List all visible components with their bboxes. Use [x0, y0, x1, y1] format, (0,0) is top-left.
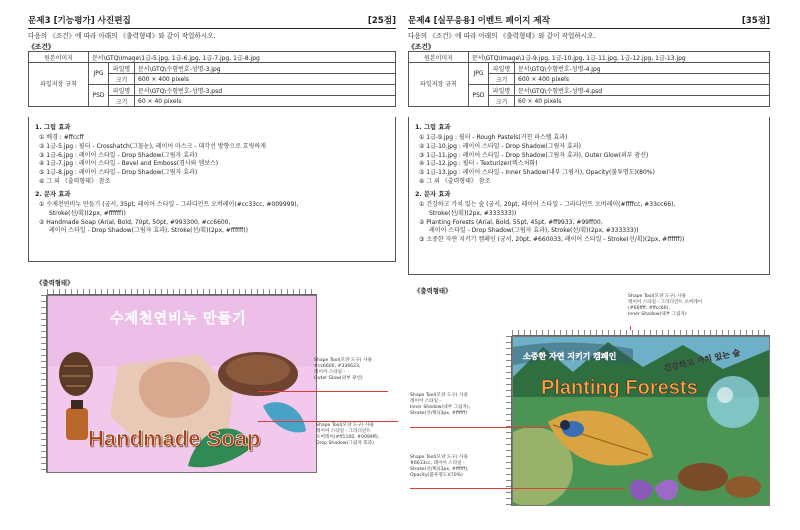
left-header: [28, 14, 396, 28]
right-source-key: 원본이미지: [409, 52, 469, 63]
right-effect-item: ② 1급-10.jpg : 레이어 스타일 - Drop Shadow(그림자 효과): [419, 142, 581, 150]
left-text-item-cont: Stroke(선/획)(2px, #ffffff)): [49, 210, 126, 218]
right-intro: 다음의 《조건》에 따라 아래의 《출력형태》와 같이 작업하시오.: [408, 32, 596, 40]
left-annotation-1-line: [258, 391, 388, 392]
right-annotation-1: Shape Tool(모양 도구) 사용 레이어 스타일 - Inner Shadow(내부 그림자), Stroke(선/획)(3px, #ffffff): [410, 393, 471, 416]
left-psd-size-key: 크기: [109, 96, 135, 107]
right-annotation-2-line: [410, 488, 625, 489]
left-text-item: ② Handmade Soap (Arial, Bold, 70pt, 50pt, #993300, #cc6600,: [39, 218, 231, 226]
left-annotation-2-line: [258, 421, 398, 422]
left-text-item: ① 수제천연비누 만들기 (궁서, 35pt, 레이어 스타일 - 그라디언트 오버레이(#cc33cc, #009999),: [39, 201, 299, 209]
left-psd-size: 60 × 40 pixels: [135, 96, 396, 107]
right-annotation-1-line: [410, 427, 550, 428]
left-points: [25점]: [367, 16, 396, 26]
right-condition-label: 《조건》: [408, 43, 435, 51]
left-psd-key: PSD: [89, 85, 109, 107]
right-section-image-effects: 1. 그림 효과: [415, 124, 451, 131]
right-psd-filename-key: 파일명: [489, 85, 515, 96]
right-psd-size: 60 × 40 pixels: [515, 96, 770, 107]
right-jpg-size-key: 크기: [489, 74, 515, 85]
left-annotation-1: Shape Tool(모양 도구) 사용 #cc6600, #336633, 레이어 스타일 - Outer Glow(외부 광선): [314, 358, 372, 381]
left-spec-table: [28, 51, 396, 107]
right-source-val: 문서\GTQ\Image\1급-9.jpg, 1급-10.jpg, 1급-11.jpg, 1급-12.jpg, 1급-13.jpg: [469, 52, 770, 63]
left-source-key: 원본이미지: [29, 52, 89, 63]
right-conditions-box: [408, 117, 770, 275]
left-jpg-size: 600 × 400 pixels: [135, 74, 396, 85]
left-effect-item: ⑥ 그 외 《출력형태》 참조: [39, 177, 111, 185]
left-jpg-filename-key: 파일명: [109, 63, 135, 74]
soap-canvas-brand: Handmade Soap: [88, 426, 261, 451]
soap-canvas: [47, 295, 317, 473]
left-psd-filename: 문서\GTQ\수험번호-성명-3.psd: [135, 85, 396, 96]
right-effect-item: ③ 1급-11.jpg : 레이어 스타일 - Drop Shadow(그림자 효과), Outer Glow(외부 광선): [419, 151, 649, 159]
left-output-label: 《출력형태》: [36, 279, 74, 287]
right-save-key: 파일저장 규칙: [409, 63, 469, 107]
right-jpg-filename-key: 파일명: [489, 63, 515, 74]
left-jpg-key: JPG: [89, 63, 109, 85]
left-jpg-filename: 문서\GTQ\수험번호-성명-3.jpg: [135, 63, 396, 74]
right-text-item: ② Planting Forests (Arial, Bold, 55pt, 45pt, #ff9933, #99ff00,: [419, 218, 603, 226]
right-effect-item: ⑤ 1급-13.jpg : 레이어 스타일 - Inner Shadow(내부 그림자), Opacity(불투명도)(80%): [419, 168, 655, 176]
right-text-item-cont: Stroke(선/획)(2px, #333333)): [429, 210, 517, 218]
soap-canvas-title: 수제천연비누 만들기: [110, 311, 247, 327]
right-problem-panel: [408, 0, 770, 530]
right-psd-filename: 문서\GTQ\수험번호-성명-4.psd: [515, 85, 770, 96]
left-effect-item: ③ 1급-6.jpg : 레이어 스타일 - Drop Shadow(그림자 효과): [39, 151, 198, 159]
right-annotation-2: Shape Tool(모양 도구) 사용 #6633cc, 레이어 스타일 - Stroke(선/획)(3px, #ffffff), Opacity(불투명도)(70%): [410, 455, 469, 478]
right-header: [408, 14, 770, 28]
right-text-item: ① 건강하고 가치 있는 숲 (궁서, 20pt, 레이어 스타일 - 그라디언트 오버레이(#ffffcc, #33cc66),: [419, 201, 676, 209]
right-psd-key: PSD: [469, 85, 489, 107]
left-annotation-2: Shape Tool(모양 도구) 사용 레이어 스타일 - 그라디언트 오버레이(#ff1100, #0099ff), Drop Shadow(그림자 효과): [316, 423, 380, 446]
left-effect-item: ④ 1급-7.jpg : 레이어 스타일 - Bevel and Emboss(경사와 엠보스): [39, 160, 219, 168]
left-problem-panel: [28, 0, 396, 530]
right-divider: [408, 28, 770, 29]
forest-canvas-brand: Planting Forests: [541, 377, 698, 399]
forest-illustration: [513, 337, 770, 506]
right-jpg-size: 600 × 400 pixels: [515, 74, 770, 85]
right-section-text-effects: 2. 문자 효과: [415, 191, 451, 199]
right-text-item: ③ 소중한 자연 지키기 캠페인 (궁서, 20pt, #660033, 레이어 스타일 - Stroke(선/획)(2px, #ffffff)): [419, 236, 685, 244]
right-effect-item: ① 1급-9.jpg : 필터 - Rough Pastels(거친 파스텔 효과): [419, 134, 568, 142]
right-effect-item: ⑥ 그 외 《출력형태》 참조: [419, 177, 491, 185]
left-section-image-effects: 1. 그림 효과: [35, 124, 71, 131]
left-save-key: 파일저장 규칙: [29, 63, 89, 107]
left-text-item-cont: 레이어 스타일 - Drop Shadow(그림자 효과), Stroke(선/획)(2px, #ffffff)): [49, 227, 248, 235]
forest-canvas-top-text: 소중한 자연 지키기 캠페인: [523, 351, 617, 361]
left-source-val: 문서\GTQ\Image\1급-5.jpg, 1급-6.jpg, 1급-7.jpg, 1급-8.jpg: [89, 52, 396, 63]
forest-canvas: [512, 336, 770, 506]
right-points: [35점]: [741, 16, 770, 26]
left-title: 문제3 [기능평가] 사진편집: [28, 16, 131, 26]
right-annotation-top: Shape Tool(모양 도구) 사용 레이어 스타일 - 그라디언트 오버레이 (#66ffff, #ffcc66), Inner Shadow(내부 그림자): [628, 294, 703, 317]
right-title: 문제4 [실무응용] 이벤트 페이지 제작: [408, 16, 551, 26]
forest-canvas-side-text: 건강하고 가치 있는 숲: [662, 347, 742, 374]
right-output-label: 《출력형태》: [414, 287, 452, 295]
left-divider: [28, 28, 396, 29]
left-effect-item: ① 배경 : #ffccff: [39, 134, 84, 142]
left-section-text-effects: 2. 문자 효과: [35, 191, 71, 199]
left-psd-filename-key: 파일명: [109, 85, 135, 96]
left-jpg-size-key: 크기: [109, 74, 135, 85]
left-intro: 다음의 《조건》에 따라 아래의 《출력형태》와 같이 작업하시오.: [28, 32, 216, 40]
left-condition-label: 《조건》: [28, 43, 55, 51]
right-text-item-cont: 레이어 스타일 - Drop Shadow(그림자 효과), Stroke(선/획)(2px, #333333)): [429, 227, 639, 235]
right-psd-size-key: 크기: [489, 96, 515, 107]
left-effect-item: ⑤ 1급-8.jpg : 레이어 스타일 - Drop Shadow(그림자 효과): [39, 168, 198, 176]
left-effect-item: ② 1급-5.jpg : 필터 - Crosshatch(그물눈), 레이어 마스크 - 대각선 방향으로 흐릿하게: [39, 142, 266, 150]
right-effect-item: ④ 1급-12.jpg : 필터 - Texturizer(텍스처화): [419, 160, 538, 168]
right-spec-table: [408, 51, 770, 107]
left-conditions-box: [28, 117, 396, 262]
right-jpg-filename: 문서\GTQ\수험번호-성명-4.jpg: [515, 63, 770, 74]
right-jpg-key: JPG: [469, 63, 489, 85]
